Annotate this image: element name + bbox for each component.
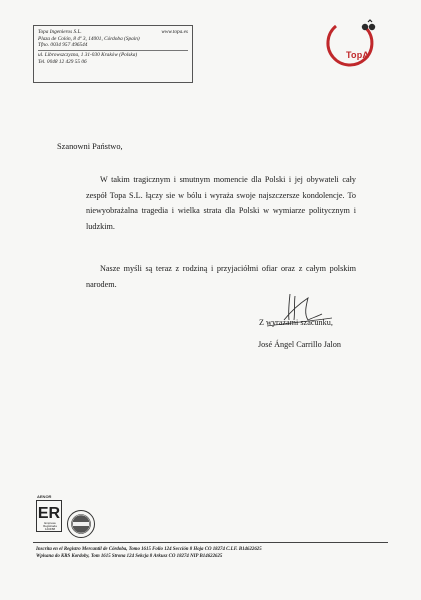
- company-name: Topa Ingenieros S.L.: [38, 29, 82, 35]
- salutation: Szanowni Państwo,: [57, 142, 123, 151]
- cert-caption-line: Empresa: [44, 521, 56, 525]
- cert-caption-line: Registrada: [43, 524, 57, 529]
- topa-logo-icon: [322, 18, 382, 72]
- address-box: [33, 25, 193, 83]
- cert-label: AENOR: [37, 494, 52, 499]
- footer-registration: [36, 546, 396, 560]
- cert-caption: [37, 522, 63, 532]
- phone-poland: Tel. 0048 12 429 55 06: [38, 58, 87, 65]
- paragraph-1: [86, 172, 356, 234]
- address-header-row: [38, 29, 188, 36]
- paragraph-1-text: W takim tragicznym i smutnym momencie dla Polski i jej obywateli cały zespół Topa S.L. łączy sie w bólu i wyraża swoje najszczersze kondolencje. To niewyobrażalna tragedia i wielka strata dla Polski w wymiarze politycznym i ludzkim.: [86, 175, 356, 231]
- er-mark-icon: [37, 502, 61, 522]
- address-line-spain: Plaza de Colón, 8 4º 3, 14001, Córdoba (Spain): [38, 35, 140, 42]
- footer-line-spanish: Inscrita en el Registro Mercantil de Córdoba, Tomo 1615 Folio 124 Sección 8 Hoja CO 18274 C.I.F. B14622625: [36, 547, 262, 552]
- company-website: www.topa.es: [161, 29, 188, 35]
- address-line-poland: ul. Librowszczyzna, 1 31-030 Kraków (Polska): [38, 52, 138, 59]
- certification-seal-icon: [66, 509, 96, 539]
- phone-spain: Tfno. 0034 957 496544: [38, 42, 88, 49]
- footer-divider: [33, 542, 388, 543]
- signer-name: José Ángel Carrillo Jalon: [258, 340, 341, 349]
- er-mark-text: ER: [37, 505, 61, 522]
- closing-phrase: Z wyrazami szacunku,: [259, 318, 333, 327]
- cert-caption-line: 1234/88: [44, 527, 56, 532]
- logo-wordmark: TopA: [346, 50, 370, 60]
- address-divider: [38, 50, 188, 51]
- paragraph-2: [86, 261, 356, 292]
- paragraph-2-text: Nasze myśli są teraz z rodziną i przyjaciółmi ofiar oraz z całym polskim narodem.: [86, 264, 356, 289]
- footer-line-polish: Wpisana do KRS Kordoby, Tom 1615 Strona 124 Sekcja 8 Arkusz CO 18274 NIP B14622625: [36, 554, 223, 559]
